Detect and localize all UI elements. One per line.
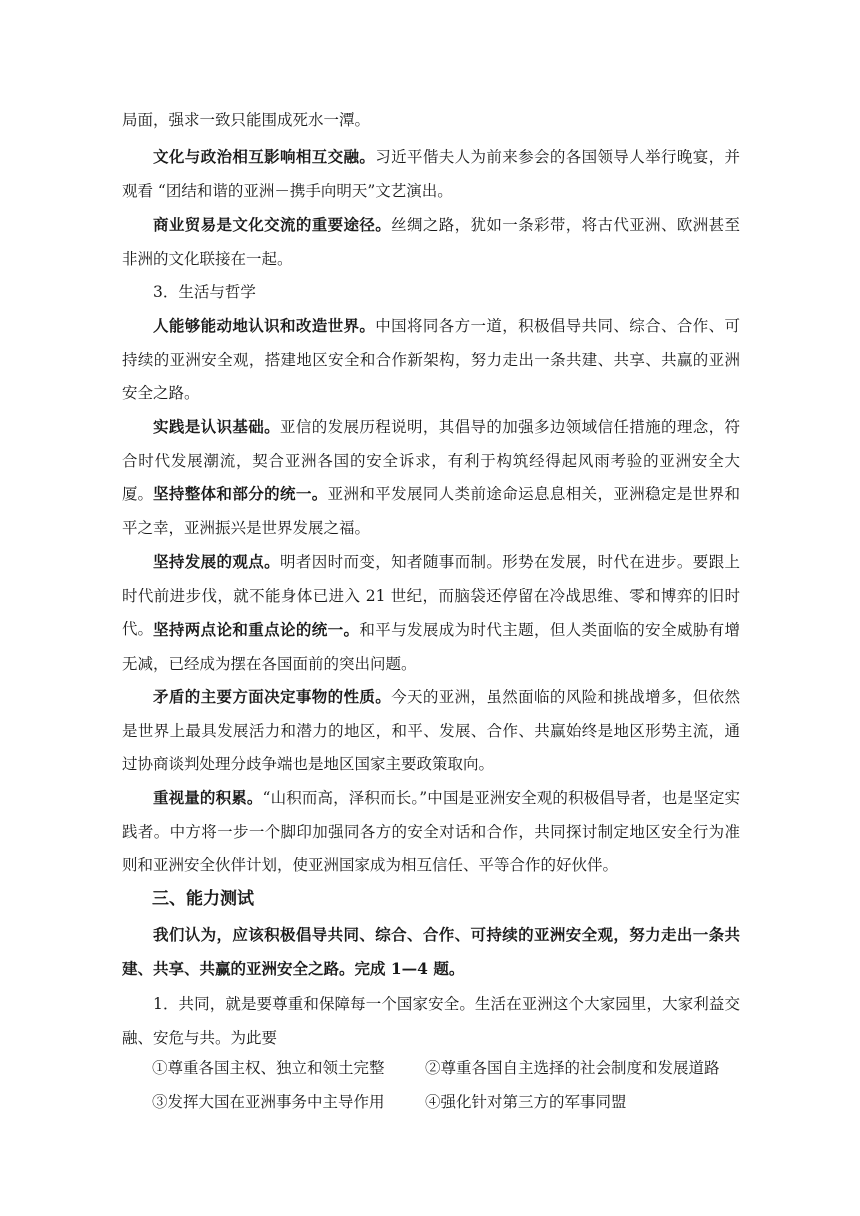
paragraph-commerce-trade (122, 208, 740, 276)
paragraph-lead: 坚持发展的观点。 (153, 552, 280, 571)
option-3: ③发挥大国在亚洲事务中主导作用 (152, 1093, 385, 1111)
subsection-title: 3．生活与哲学 (153, 283, 256, 301)
paragraph-text: 习近平偕夫人为前来参会的各国领导人举行晚宴，并观看 “团结和谐的亚洲－携手向明天”文艺演出。 (122, 148, 740, 200)
paragraph-text: 明者因时而变，知者随事而制。形势在发展，时代在进步。要跟上时代前进步伐，就不能身体已进入 21 世纪，而脑袋还停留在冷战思维、零和博弈的旧时代。 (122, 553, 740, 638)
paragraph-text: 亚信的发展历程说明，其倡导的加强多边领域信任措施的理念，符合时代发展潮流，契合亚洲各国的安全诉求，有利于构筑经得起风雨考验的亚洲安全大厦。 (122, 418, 740, 503)
section-heading: 三、能力测试 (152, 889, 254, 909)
option-2: ②尊重各国自主选择的社会制度和发展道路 (425, 1059, 720, 1077)
paragraph-lead: 文化与政治相互影响相互交融。 (153, 147, 376, 166)
paragraph-text: 局面，强求一致只能围成死水一潭。 (122, 111, 371, 129)
paragraph-lead: 重视量的积累。 (153, 788, 263, 807)
paragraph-lead: 商业贸易是文化交流的重要途径。 (153, 215, 392, 234)
paragraph-text: 和平与发展成为时代主题，但人类面临的安全威胁有增无减，已经成为摆在各国面前的突出问题。 (122, 621, 740, 673)
paragraph-text: 今天的亚洲，虽然面临的风险和挑战增多，但依然是世界上最具发展活力和潜力的地区，和平、发展、合作、共赢始终是地区形势主流，通过协商谈判处理分歧争端也是地区国家主要政策取向。 (122, 688, 740, 773)
question-intro: 我们认为，应该积极倡导共同、综合、合作、可持续的亚洲安全观，努力走出一条共建、共享、共赢的亚洲安全之路。完成 1—4 题。 (122, 925, 740, 978)
paragraph-contradiction (122, 680, 740, 782)
paragraph-text: 亚洲和平发展同人类前途命运息息相关，亚洲稳定是世界和平之幸，亚洲振兴是世界发展之福。 (122, 485, 740, 537)
paragraph-text: 丝绸之路，犹如一条彩带，将古代亚洲、欧洲甚至非洲的文化联接在一起。 (122, 216, 740, 268)
paragraph-human-agency (122, 309, 740, 411)
paragraph-lead: 矛盾的主要方面决定事物的性质。 (153, 687, 392, 706)
paragraph-text: “山积而高，泽积而长。”中国是亚洲安全观的积极倡导者，也是坚定实践者。中方将一步一个脚印加强同各方的安全对话和合作，共同探讨制定地区安全行为准则和亚洲安全伙伴计划，使亚洲国家成为相互信任、平等合作的好伙伴。 (122, 789, 740, 874)
option-4: ④强化针对第三方的军事同盟 (425, 1093, 627, 1111)
paragraph-lead: 人能够能动地认识和改造世界。 (153, 316, 376, 335)
paragraph-lead: 坚持两点论和重点论的统一。 (153, 620, 360, 639)
subsection-heading (122, 276, 740, 310)
paragraph-text: 中国将同各方一道，积极倡导共同、综合、合作、可持续的亚洲安全观，搭建地区安全和合作新架构，努力走出一条共建、共享、共赢的亚洲安全之路。 (122, 317, 740, 402)
paragraph-culture-politics (122, 140, 740, 208)
paragraph-whole-part (122, 477, 740, 545)
option-1: ①尊重各国主权、独立和领土完整 (152, 1059, 385, 1077)
paragraph-lead: 坚持整体和部分的统一。 (153, 484, 328, 503)
paragraph-continuation (122, 104, 740, 138)
paragraph-lead: 实践是认识基础。 (153, 417, 280, 436)
paragraph-two-point (122, 613, 740, 681)
question-1-stem: 1．共同，就是要尊重和保障每一个国家安全。生活在亚洲这个大家园里，大家利益交融、安危与共。为此要 (122, 995, 740, 1047)
paragraph-quantity (122, 781, 740, 883)
